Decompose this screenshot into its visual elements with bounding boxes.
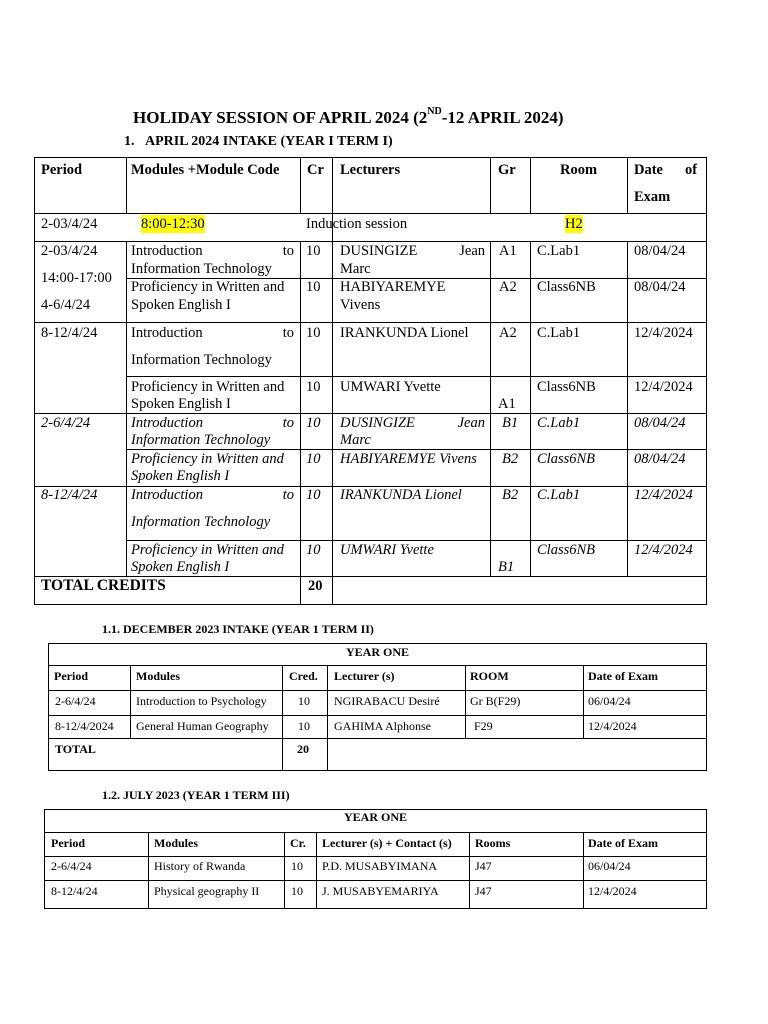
total-value: 20 — [297, 742, 309, 756]
col-header-modules: Modules — [154, 836, 199, 850]
year-one-heading: YEAR ONE — [343, 810, 407, 824]
col-header-period: Period — [41, 162, 83, 178]
col-header-modules: Modules — [136, 669, 181, 683]
col-header-room: ROOM — [470, 669, 509, 683]
col-header-lecturers: Lecturers — [340, 162, 401, 178]
col-header-period: Period — [54, 669, 88, 683]
induction-room: H2 — [565, 216, 583, 232]
total-credits-label: TOTAL CREDITS — [41, 577, 166, 594]
page-title: HOLIDAY SESSION OF APRIL 2024 (2ND-12 APRIL 2024) — [133, 106, 564, 127]
period-time: 14:00-17:00 — [41, 270, 112, 286]
col-header-date-exam: Exam — [634, 189, 671, 205]
total-credits-value: 20 — [308, 578, 323, 594]
section-heading-december-intake: 1.1. DECEMBER 2023 INTAKE (YEAR 1 TERM II) — [102, 622, 374, 636]
induction-label: Induction session — [306, 216, 408, 232]
col-header-date: Date of Exam — [588, 669, 658, 683]
col-header-cred: Cred. — [289, 669, 318, 683]
col-header-cr: Cr — [307, 162, 324, 178]
induction-period: 2-03/4/24 — [41, 216, 98, 232]
period-cell: 2-03/4/24 — [41, 243, 98, 259]
induction-time: 8:00-12:30 — [141, 216, 205, 232]
section-heading-april-intake: 1. APRIL 2024 INTAKE (YEAR I TERM I) — [124, 134, 393, 149]
total-label: TOTAL — [55, 742, 96, 756]
col-header-cr: Cr. — [290, 836, 306, 850]
col-header-date: Date of Exam — [588, 836, 658, 850]
col-header-lecturer: Lecturer (s) — [334, 669, 395, 683]
col-header-period: Period — [51, 836, 85, 850]
section-heading-july-intake: 1.2. JULY 2023 (YEAR 1 TERM III) — [102, 788, 290, 802]
col-header-lecturer: Lecturer (s) + Contact (s) — [322, 836, 452, 850]
col-header-date: Date — [634, 162, 663, 178]
col-header-date-of: of — [685, 162, 698, 178]
period-cell: 4-6/4/24 — [41, 297, 91, 313]
col-header-modules: Modules +Module Code — [131, 162, 280, 178]
col-header-rooms: Rooms — [475, 836, 511, 850]
col-header-room: Room — [560, 162, 598, 178]
year-one-heading: YEAR ONE — [345, 645, 409, 659]
col-header-gr: Gr — [498, 162, 516, 178]
